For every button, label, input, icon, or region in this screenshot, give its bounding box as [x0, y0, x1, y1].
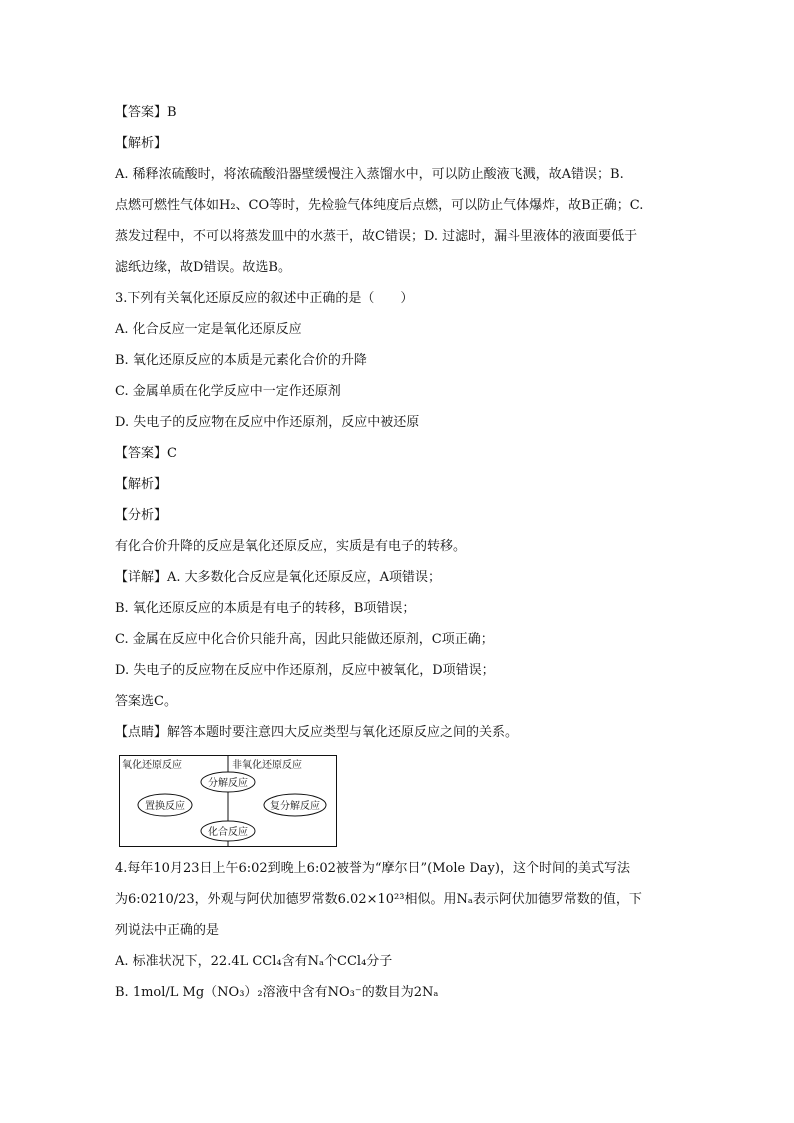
analysis-text-line: 滤纸边缘，故D错误。故选B。 — [115, 260, 291, 275]
detail-line-b: B. 氧化还原反应的本质是有电子的转移，B项错误； — [115, 601, 416, 616]
question-4-option-a: A. 标准状况下，22.4L CCl₄含有Nₐ个CCl₄分子 — [115, 954, 393, 969]
analysis-label-q3: 【解析】 — [115, 477, 168, 492]
detail-line-c: C. 金属在反应中化合价只能升高，因此只能做还原剂，C项正确； — [115, 632, 494, 647]
analysis-label-q2: 【解析】 — [115, 136, 168, 151]
analysis-text-line: 蒸发过程中，不可以将蒸发皿中的水蒸干，故C错误；D. 过滤时，漏斗里液体的液面要低于 — [115, 229, 638, 244]
question-4-stem-line: 为6:0210/23，外观与阿伏加德罗常数6.02×10²³相似。用Nₐ表示阿伏加德罗常数的值，下 — [115, 892, 642, 907]
analysis-text-line: 点燃可燃性气体如H₂、CO等时，先检验气体纯度后点燃，可以防止气体爆炸，故B正确；C. — [115, 198, 644, 213]
detail-line-a: 【详解】A. 大多数化合反应是氧化还原反应，A项错误； — [115, 570, 442, 585]
diagram-left-ellipse-label: 置换反应 — [145, 801, 185, 812]
fenxi-text: 有化合价升降的反应是氧化还原反应，实质是有电子的转移。 — [115, 539, 467, 554]
diagram-right-region-label: 非氧化还原反应 — [232, 760, 302, 771]
answer-label-q3: 【答案】C — [115, 446, 177, 461]
diagram-right-ellipse-label: 复分解反应 — [270, 801, 320, 812]
dianjing-text: 【点睛】解答本题时要注意四大反应类型与氧化还原反应之间的关系。 — [115, 725, 519, 740]
question-4-stem-line: 4.每年10月23日上午6:02到晚上6:02被誉为“摩尔日”(Mole Day)，这个时间的美式写法 — [115, 861, 630, 876]
analysis-text-line: A. 稀释浓硫酸时，将浓硫酸沿器壁缓慢注入蒸馏水中，可以防止酸液飞溅，故A错误；B. — [115, 167, 624, 182]
question-4-option-b: B. 1mol/L Mg（NO₃）₂溶液中含有NO₃⁻的数目为2Nₐ — [115, 985, 439, 1000]
question-3-option-d: D. 失电子的反应物在反应中作还原剂，反应中被还原 — [115, 415, 420, 430]
question-3-option-a: A. 化合反应一定是氧化还原反应 — [115, 322, 302, 337]
question-3-option-c: C. 金属单质在化学反应中一定作还原剂 — [115, 384, 341, 399]
question-3-stem: 3.下列有关氧化还原反应的叙述中正确的是（ ） — [115, 291, 414, 306]
diagram-top-ellipse-label: 分解反应 — [208, 778, 248, 789]
question-3-option-b: B. 氧化还原反应的本质是元素化合价的升降 — [115, 353, 367, 368]
reaction-type-diagram — [119, 755, 337, 847]
answer-label-q2: 【答案】B — [115, 105, 177, 120]
diagram-left-region-label: 氧化还原反应 — [122, 760, 182, 771]
diagram-bottom-ellipse-label: 化合反应 — [208, 827, 248, 838]
question-4-stem-line: 列说法中正确的是 — [115, 923, 220, 938]
detail-line-d: D. 失电子的反应物在反应中作还原剂，反应中被氧化，D项错误； — [115, 663, 495, 678]
fenxi-label: 【分析】 — [115, 508, 168, 523]
answer-choice-q3: 答案选C。 — [115, 694, 177, 709]
